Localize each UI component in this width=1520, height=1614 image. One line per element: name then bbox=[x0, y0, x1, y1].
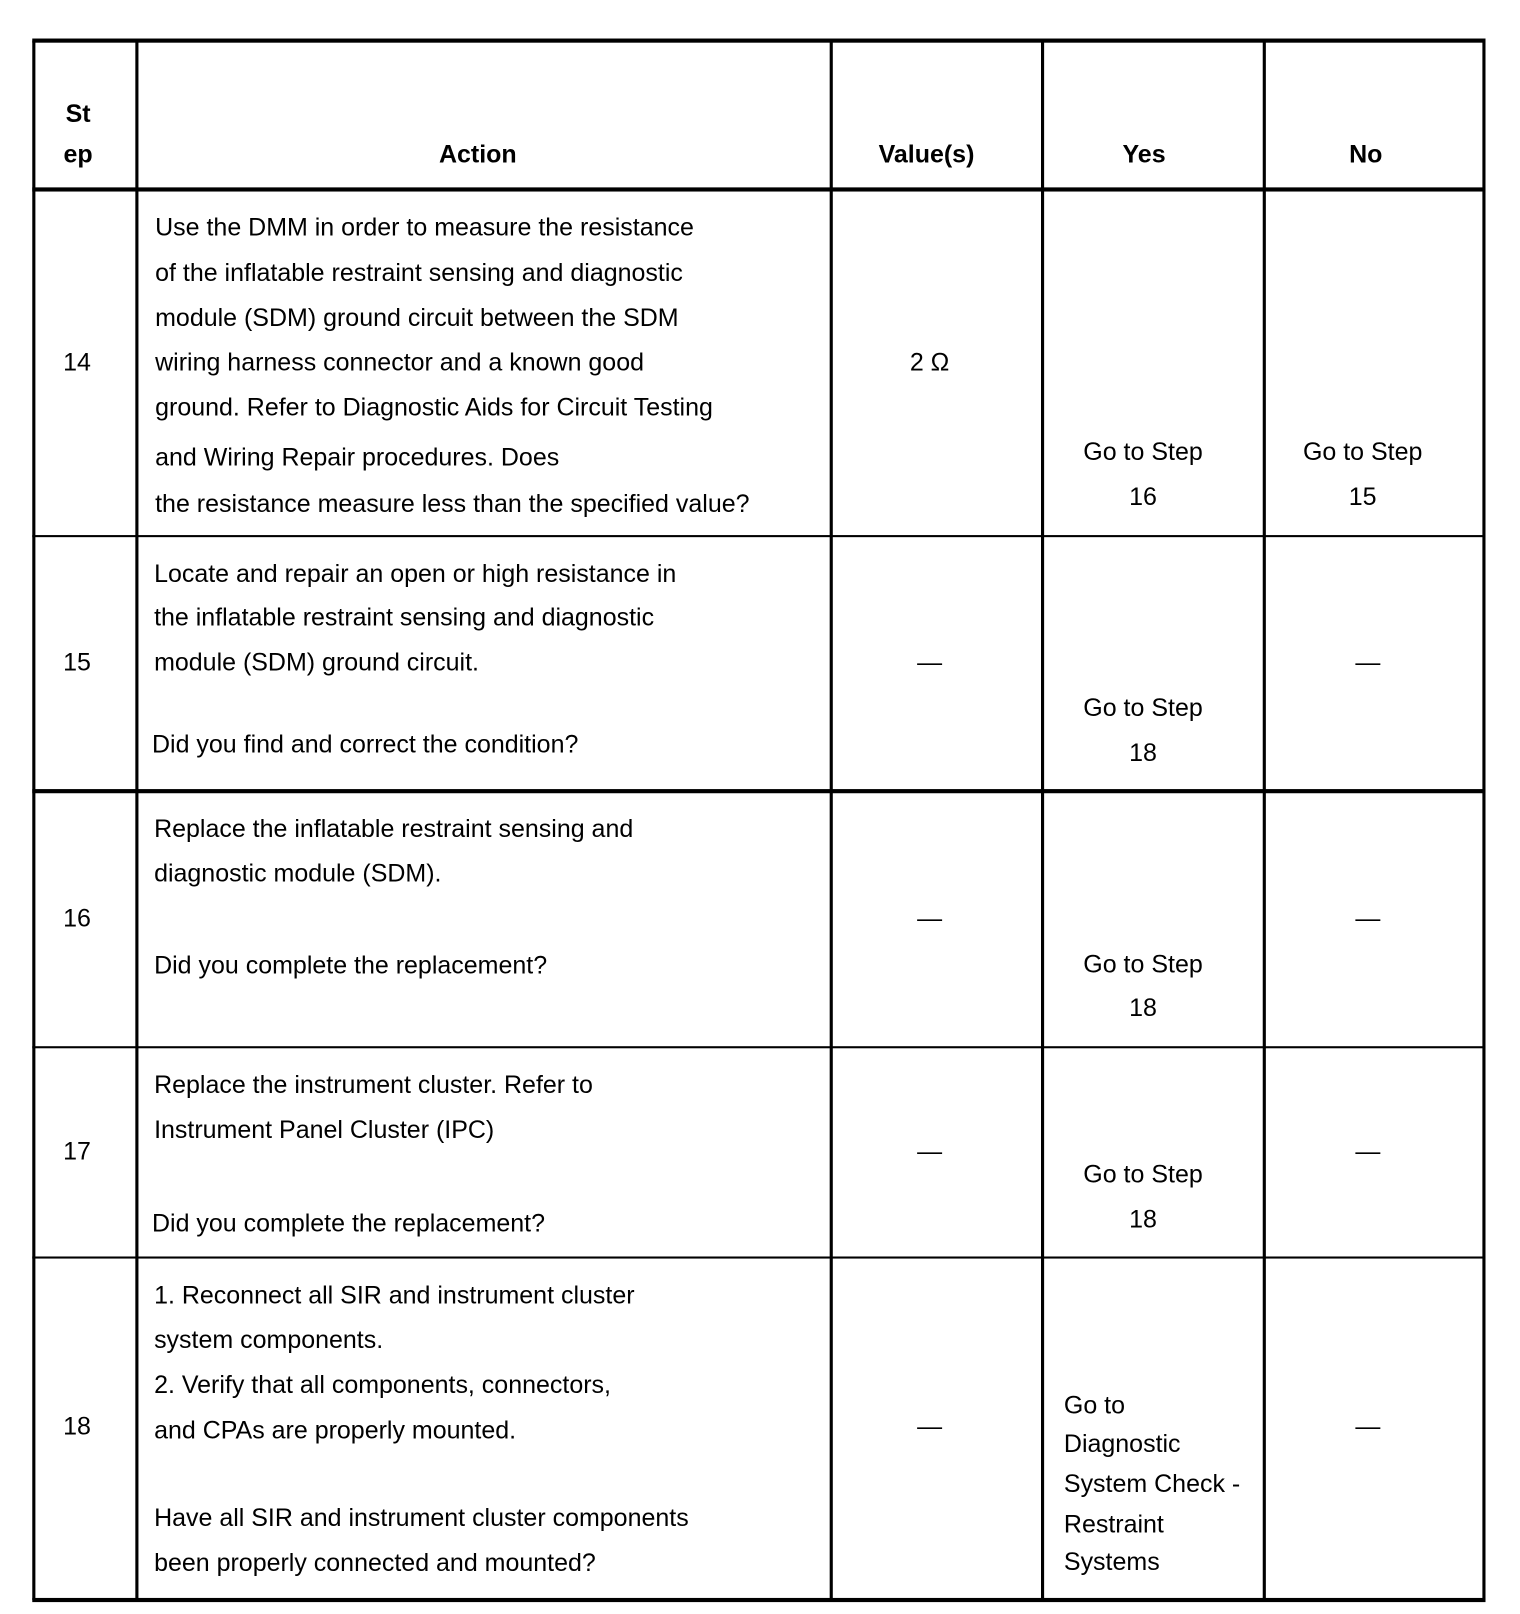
action-text-line: the inflatable restraint sensing and diagnostic bbox=[154, 603, 655, 632]
action-text-line: Instrument Panel Cluster (IPC) bbox=[154, 1115, 495, 1145]
action-text-line: Did you complete the replacement? bbox=[154, 951, 548, 980]
value-cell: 2 Ω bbox=[909, 348, 950, 377]
yes-cell-text: Go to Step bbox=[1083, 1160, 1203, 1189]
step-number: 17 bbox=[63, 1137, 91, 1166]
step-number: 14 bbox=[63, 348, 91, 377]
step-number: 18 bbox=[63, 1412, 91, 1441]
value-cell: — bbox=[917, 1137, 943, 1166]
action-text-line: Locate and repair an open or high resistance in bbox=[154, 560, 677, 589]
no-cell-text: — bbox=[1355, 1137, 1381, 1166]
action-text-line: Did you complete the replacement? bbox=[151, 1209, 546, 1238]
action-text-line: Have all SIR and instrument cluster components bbox=[154, 1504, 689, 1533]
header-values: Value(s) bbox=[878, 140, 975, 169]
no-cell-text: 15 bbox=[1348, 483, 1377, 512]
yes-cell-text: Go to Step bbox=[1083, 438, 1203, 467]
column-divider bbox=[1040, 41, 1043, 1600]
action-text-line: the resistance measure less than the specified value? bbox=[155, 490, 750, 519]
yes-cell-text: 18 bbox=[1129, 1205, 1157, 1234]
header-action: Action bbox=[438, 140, 517, 169]
action-text-line: been properly connected and mounted? bbox=[154, 1549, 596, 1578]
yes-cell-text: Go to Step bbox=[1083, 694, 1203, 723]
header-step: St bbox=[65, 99, 91, 129]
action-text-line: module (SDM) ground circuit. bbox=[154, 648, 479, 677]
action-text-line: Replace the inflatable restraint sensing and bbox=[154, 815, 634, 844]
action-text-line: ground. Refer to Diagnostic Aids for Circuit Testing bbox=[155, 393, 713, 422]
action-text-line: Did you find and correct the condition? bbox=[151, 730, 579, 759]
value-cell: — bbox=[917, 1412, 943, 1441]
row-divider bbox=[32, 39, 1485, 43]
action-text-line: Replace the instrument cluster. Refer to bbox=[154, 1071, 593, 1100]
row-divider bbox=[32, 1046, 1485, 1048]
step-number: 16 bbox=[63, 904, 91, 933]
no-cell-text: — bbox=[1355, 1412, 1381, 1441]
yes-cell-text: 18 bbox=[1129, 739, 1157, 768]
yes-cell-text: Systems bbox=[1063, 1547, 1160, 1577]
action-text-line: wiring harness connector and a known good bbox=[155, 348, 645, 377]
yes-cell-text: System Check - bbox=[1063, 1469, 1241, 1498]
action-text-line: Use the DMM in order to measure the resistance bbox=[155, 213, 694, 242]
header-step: ep bbox=[63, 140, 93, 169]
value-cell: — bbox=[917, 648, 943, 677]
yes-cell-text: 16 bbox=[1129, 483, 1157, 512]
row-divider bbox=[32, 187, 1485, 191]
column-divider bbox=[829, 41, 832, 1600]
row-divider bbox=[32, 1598, 1485, 1602]
action-text-line: of the inflatable restraint sensing and diagnostic bbox=[155, 259, 683, 288]
header-no: No bbox=[1349, 140, 1383, 169]
column-divider bbox=[135, 41, 138, 1600]
yes-cell-text: 18 bbox=[1129, 994, 1157, 1023]
yes-cell-text: Diagnostic bbox=[1063, 1430, 1181, 1459]
column-divider bbox=[1482, 41, 1485, 1600]
value-cell: — bbox=[917, 904, 943, 933]
step-number: 15 bbox=[63, 648, 91, 677]
yes-cell-text: Go to Step bbox=[1083, 950, 1203, 979]
column-divider bbox=[1262, 41, 1265, 1600]
no-cell-text: — bbox=[1355, 648, 1381, 677]
header-yes: Yes bbox=[1122, 140, 1166, 169]
no-cell-text: Go to Step bbox=[1302, 438, 1423, 467]
row-divider bbox=[32, 789, 1485, 793]
action-text-line: and Wiring Repair procedures. Does bbox=[155, 443, 560, 472]
no-cell-text: — bbox=[1355, 904, 1381, 933]
row-divider bbox=[32, 535, 1485, 537]
yes-cell-text: Restraint bbox=[1063, 1510, 1164, 1539]
column-divider bbox=[32, 41, 35, 1600]
action-text-line: 2. Verify that all components, connectors, bbox=[154, 1370, 611, 1400]
action-text-line: module (SDM) ground circuit between the SDM bbox=[155, 303, 679, 333]
action-text-line: and CPAs are properly mounted. bbox=[154, 1416, 517, 1445]
action-text-line: system components. bbox=[154, 1326, 384, 1355]
row-divider bbox=[32, 1256, 1485, 1258]
yes-cell-text: Go to bbox=[1063, 1391, 1126, 1420]
action-text-line: diagnostic module (SDM). bbox=[154, 859, 442, 888]
action-text-line: 1. Reconnect all SIR and instrument cluster bbox=[154, 1281, 635, 1310]
